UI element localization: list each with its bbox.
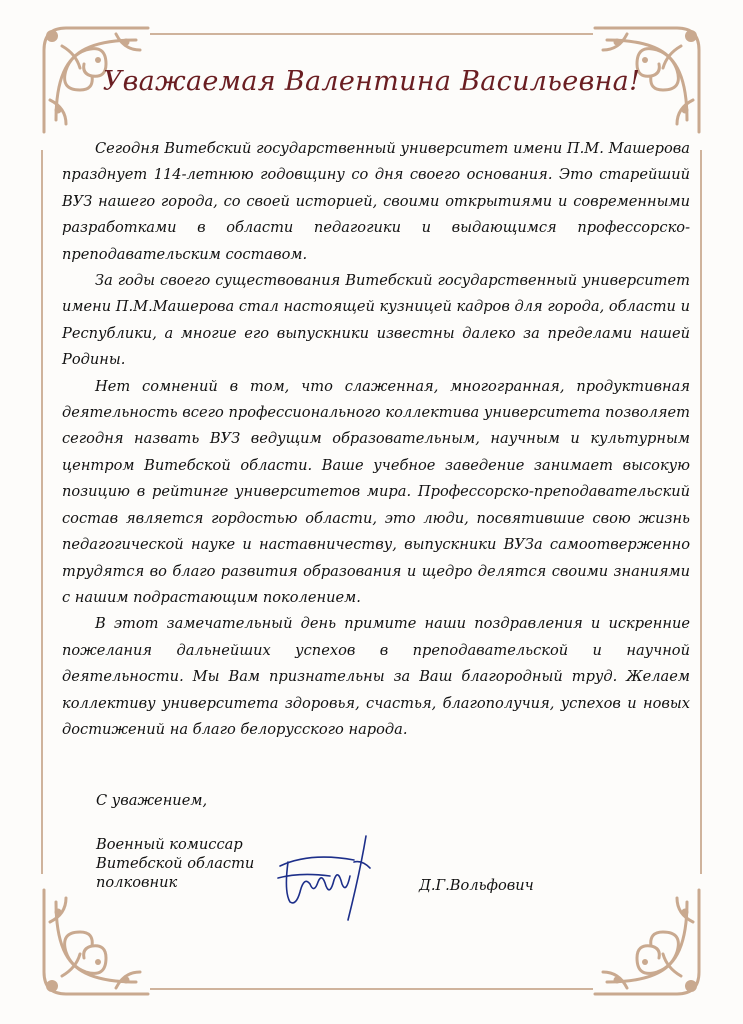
signatory-name: Д.Г.Вольфович [419,877,534,894]
signature-icon [270,832,390,922]
body-paragraph: В этот замечательный день примите наши поздравления и искренние пожелания дальнейших успехов в преподавательской и научной деятельности. Мы Вам признательны за Ваш благородный труд. Желаем коллективу университета здоровья, счастья, благополучия, успехов и новых достижений на благо белорусского народа. [62,615,690,738]
frame-left-line [41,150,43,874]
body-paragraph: Нет сомнений в том, что слаженная, многогранная, продуктивная деятельность всего профессионального коллектива университета позволяет сегодня назвать ВУЗ ведущим образовательным, научным и культурным центром Витебской области. Ваше учебное заведение занимает высокую позицию в рейтинге университетов мира. Профессорско-преподавательский состав является гордостью области, это люди, посвятившие свою жизнь педагогической науке и наставничеству, выпускники ВУЗа самоотверженно трудятся во благо развития образования и щедро делятся своими знаниями с нашим подрастающим поколением. [62,377,690,606]
ornament-corner-icon [587,882,707,1002]
signatory-title-line: Витебской области [96,855,255,872]
letter-greeting: Уважаемая Валентина Васильевна! [102,66,641,97]
frame-top-line [150,33,593,35]
signatory-title-line: полковник [96,874,178,891]
body-paragraph: За годы своего существования Витебский государственный университет имени П.М.Машерова стал настоящей кузницей кадров для города, области и Республики, а многие его выпускники известны далеко за пределами нашей Родины. [62,272,690,369]
frame-bottom-line [150,988,593,990]
frame-right-line [700,150,702,874]
letter-body [62,136,690,743]
closing-phrase: С уважением, [96,792,208,809]
body-paragraph: Сегодня Витебский государственный университет имени П.М. Машерова празднует 114-летнюю годовщину со дня своего основания. Это старейший ВУЗ нашего города, со своей историей, своими открытиями и современными разработками в области педагогики и выдающимся профессорско-преподавательским составом. [62,140,690,263]
signatory-title [96,835,254,892]
signatory-title-line: Военный комиссар [96,836,243,853]
ornament-corner-icon [36,882,156,1002]
